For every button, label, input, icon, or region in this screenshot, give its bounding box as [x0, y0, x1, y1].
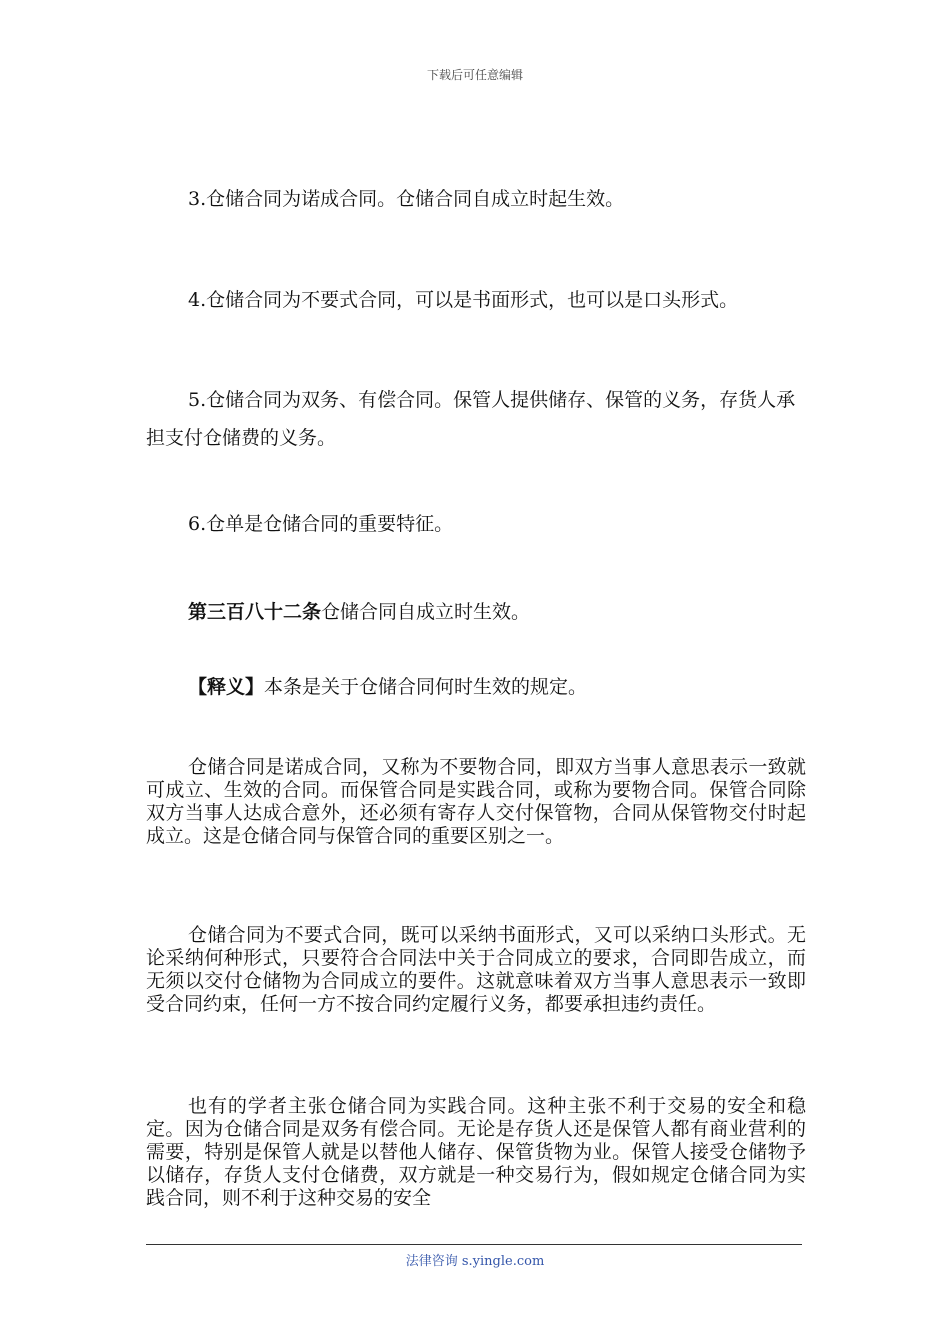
footer-divider [146, 1244, 802, 1245]
interpretation-paragraph [146, 668, 806, 706]
paragraph-3: 5.仓储合同为双务、有偿合同。保管人提供储存、保管的义务，存货人承担支付仓储费的义务。 [146, 389, 796, 449]
paragraph-9: 也有的学者主张仓储合同为实践合同。这种主张不利于交易的安全和稳定。因为仓储合同是双务有偿合同。无论是存货人还是保管人都有商业营利的需要，特别是保管人就是以替他人储存、保管货物为业。保管人接受仓储物予以储存，存货人支付仓储费，双方就是一种交易行为，假如规定仓储合同为实践合同，则不利于这种交易的安全 [146, 1095, 806, 1209]
article-number: 第三百八十二条 [188, 601, 322, 623]
paragraph-1: 3.仓储合同为诺成合同。仓储合同自成立时起生效。 [188, 188, 625, 210]
footer-link[interactable]: 法律咨询 s.yingle.com [405, 1254, 545, 1269]
paragraph-8: 仓储合同为不要式合同，既可以采纳书面形式，又可以采纳口头形式。无论采纳何种形式，只要符合合同法中关于合同成立的要求，合同即告成立，而无须以交付仓储物为合同成立的要件。这就意味着双方当事人意思表示一致即受合同约束，任何一方不按合同约定履行义务，都要承担违约责任。 [146, 924, 806, 1015]
paragraph-4: 6.仓单是仓储合同的重要特征。 [188, 513, 454, 535]
paragraph-2: 4.仓储合同为不要式合同，可以是书面形式，也可以是口头形式。 [188, 289, 739, 311]
paragraph-7: 仓储合同是诺成合同，又称为不要物合同，即双方当事人意思表示一致就可成立、生效的合同。而保管合同是实践合同，或称为要物合同。保管合同除双方当事人达成合意外，还必须有寄存人交付保管物，合同从保管物交付时起成立。这是仓储合同与保管合同的重要区别之一。 [146, 756, 806, 847]
interpretation-label: 【释义】 [188, 676, 265, 698]
article-heading-paragraph [146, 593, 806, 631]
interpretation-text: 本条是关于仓储合同何时生效的规定。 [264, 676, 588, 698]
article-text: 仓储合同自成立时生效。 [321, 601, 531, 623]
page-header-note: 下载后可任意编辑 [426, 68, 523, 82]
